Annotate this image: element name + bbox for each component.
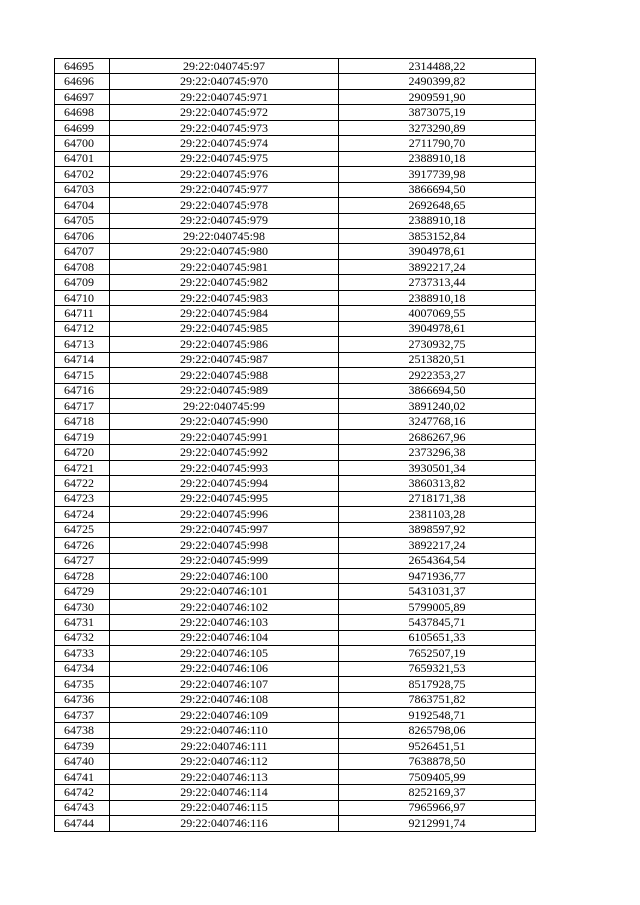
- table-row: [55, 337, 536, 352]
- table-row: [55, 630, 536, 645]
- row-number-cell: 64697: [55, 89, 110, 104]
- row-number-cell: 64702: [55, 167, 110, 182]
- row-number-cell: 64730: [55, 599, 110, 614]
- cadastral-value-cell: 4007069,55: [339, 306, 536, 321]
- table-row: [55, 290, 536, 305]
- cadastral-value-cell: 2909591,90: [339, 89, 536, 104]
- cadastral-value-cell: 9192548,71: [339, 708, 536, 723]
- cadastral-value-cell: 2490399,82: [339, 74, 536, 89]
- cadastral-number-cell: 29:22:040745:982: [110, 275, 339, 290]
- row-number-cell: 64714: [55, 352, 110, 367]
- table-row: [55, 182, 536, 197]
- row-number-cell: 64711: [55, 306, 110, 321]
- row-number-cell: 64728: [55, 568, 110, 583]
- cadastral-value-cell: 3930501,34: [339, 460, 536, 475]
- cadastral-number-cell: 29:22:040745:977: [110, 182, 339, 197]
- cadastral-number-cell: 29:22:040745:993: [110, 460, 339, 475]
- cadastral-value-cell: 7965966,97: [339, 800, 536, 815]
- row-number-cell: 64733: [55, 646, 110, 661]
- table-row: [55, 429, 536, 444]
- table-row: [55, 352, 536, 367]
- table-row: [55, 445, 536, 460]
- cadastral-value-cell: 3853152,84: [339, 228, 536, 243]
- cadastral-number-cell: 29:22:040745:998: [110, 538, 339, 553]
- table-row: [55, 754, 536, 769]
- row-number-cell: 64740: [55, 754, 110, 769]
- cadastral-number-cell: 29:22:040745:991: [110, 429, 339, 444]
- table-row: [55, 321, 536, 336]
- cadastral-value-cell: 2373296,38: [339, 445, 536, 460]
- cadastral-value-cell: 3892217,24: [339, 259, 536, 274]
- row-number-cell: 64741: [55, 769, 110, 784]
- cadastral-number-cell: 29:22:040745:980: [110, 244, 339, 259]
- row-number-cell: 64717: [55, 398, 110, 413]
- cadastral-value-cell: 5431031,37: [339, 584, 536, 599]
- cadastral-number-cell: 29:22:040746:105: [110, 646, 339, 661]
- row-number-cell: 64709: [55, 275, 110, 290]
- cadastral-number-cell: 29:22:040746:102: [110, 599, 339, 614]
- table-row: [55, 368, 536, 383]
- cadastral-value-cell: 7509405,99: [339, 769, 536, 784]
- table-row: [55, 105, 536, 120]
- table-row: [55, 74, 536, 89]
- cadastral-value-cell: 2314488,22: [339, 59, 536, 74]
- row-number-cell: 64734: [55, 661, 110, 676]
- cadastral-number-cell: 29:22:040746:116: [110, 816, 339, 831]
- cadastral-value-cell: 2686267,96: [339, 429, 536, 444]
- cadastral-value-cell: 3898597,92: [339, 522, 536, 537]
- row-number-cell: 64744: [55, 816, 110, 831]
- cadastral-number-cell: 29:22:040745:978: [110, 198, 339, 213]
- cadastral-value-cell: 3866694,50: [339, 383, 536, 398]
- table-row: [55, 120, 536, 135]
- table-row: [55, 228, 536, 243]
- row-number-cell: 64725: [55, 522, 110, 537]
- cadastral-number-cell: 29:22:040745:990: [110, 414, 339, 429]
- cadastral-number-cell: 29:22:040745:994: [110, 476, 339, 491]
- cadastral-number-cell: 29:22:040745:997: [110, 522, 339, 537]
- table-row: [55, 816, 536, 831]
- table-row: [55, 738, 536, 753]
- table-row: [55, 491, 536, 506]
- table-row: [55, 167, 536, 182]
- cadastral-value-cell: 2692648,65: [339, 198, 536, 213]
- cadastral-value-cell: 2922353,27: [339, 368, 536, 383]
- row-number-cell: 64739: [55, 738, 110, 753]
- row-number-cell: 64716: [55, 383, 110, 398]
- cadastral-number-cell: 29:22:040745:989: [110, 383, 339, 398]
- cadastral-value-cell: 8265798,06: [339, 723, 536, 738]
- row-number-cell: 64721: [55, 460, 110, 475]
- cadastral-value-cell: 7652507,19: [339, 646, 536, 661]
- row-number-cell: 64710: [55, 290, 110, 305]
- row-number-cell: 64715: [55, 368, 110, 383]
- cadastral-number-cell: 29:22:040746:107: [110, 677, 339, 692]
- table-row: [55, 568, 536, 583]
- table-row: [55, 507, 536, 522]
- document-page: [54, 58, 536, 832]
- cadastral-number-cell: 29:22:040745:984: [110, 306, 339, 321]
- table-row: [55, 708, 536, 723]
- cadastral-value-cell: 3860313,82: [339, 476, 536, 491]
- row-number-cell: 64698: [55, 105, 110, 120]
- table-row: [55, 661, 536, 676]
- row-number-cell: 64727: [55, 553, 110, 568]
- cadastral-number-cell: 29:22:040745:974: [110, 136, 339, 151]
- row-number-cell: 64736: [55, 692, 110, 707]
- cadastral-number-cell: 29:22:040745:979: [110, 213, 339, 228]
- cadastral-number-cell: 29:22:040745:98: [110, 228, 339, 243]
- cadastral-value-cell: 2654364,54: [339, 553, 536, 568]
- cadastral-number-cell: 29:22:040746:111: [110, 738, 339, 753]
- cadastral-number-cell: 29:22:040746:101: [110, 584, 339, 599]
- cadastral-value-cell: 2388910,18: [339, 151, 536, 166]
- table-row: [55, 89, 536, 104]
- cadastral-value-cell: 3273290,89: [339, 120, 536, 135]
- cadastral-number-cell: 29:22:040745:999: [110, 553, 339, 568]
- cadastral-value-cell: 3866694,50: [339, 182, 536, 197]
- cadastral-value-cell: 2737313,44: [339, 275, 536, 290]
- table-row: [55, 136, 536, 151]
- row-number-cell: 64719: [55, 429, 110, 444]
- table-body: [55, 59, 536, 832]
- table-row: [55, 677, 536, 692]
- cadastral-number-cell: 29:22:040746:110: [110, 723, 339, 738]
- cadastral-number-cell: 29:22:040745:972: [110, 105, 339, 120]
- table-row: [55, 460, 536, 475]
- cadastral-value-cell: 3891240,02: [339, 398, 536, 413]
- row-number-cell: 64699: [55, 120, 110, 135]
- row-number-cell: 64742: [55, 785, 110, 800]
- cadastral-value-cell: 2388910,18: [339, 213, 536, 228]
- table-row: [55, 522, 536, 537]
- row-number-cell: 64707: [55, 244, 110, 259]
- table-row: [55, 476, 536, 491]
- cadastral-value-table: [54, 58, 536, 832]
- table-row: [55, 398, 536, 413]
- cadastral-number-cell: 29:22:040745:992: [110, 445, 339, 460]
- cadastral-number-cell: 29:22:040746:114: [110, 785, 339, 800]
- cadastral-value-cell: 3904978,61: [339, 321, 536, 336]
- table-row: [55, 306, 536, 321]
- row-number-cell: 64701: [55, 151, 110, 166]
- cadastral-value-cell: 9526451,51: [339, 738, 536, 753]
- cadastral-number-cell: 29:22:040745:995: [110, 491, 339, 506]
- cadastral-value-cell: 8252169,37: [339, 785, 536, 800]
- table-row: [55, 615, 536, 630]
- row-number-cell: 64712: [55, 321, 110, 336]
- cadastral-number-cell: 29:22:040745:970: [110, 74, 339, 89]
- row-number-cell: 64704: [55, 198, 110, 213]
- table-row: [55, 213, 536, 228]
- cadastral-number-cell: 29:22:040745:987: [110, 352, 339, 367]
- cadastral-value-cell: 5799005,89: [339, 599, 536, 614]
- cadastral-value-cell: 3917739,98: [339, 167, 536, 182]
- cadastral-number-cell: 29:22:040745:971: [110, 89, 339, 104]
- table-row: [55, 692, 536, 707]
- row-number-cell: 64743: [55, 800, 110, 815]
- cadastral-number-cell: 29:22:040745:996: [110, 507, 339, 522]
- table-row: [55, 414, 536, 429]
- row-number-cell: 64718: [55, 414, 110, 429]
- row-number-cell: 64723: [55, 491, 110, 506]
- cadastral-value-cell: 5437845,71: [339, 615, 536, 630]
- cadastral-number-cell: 29:22:040745:97: [110, 59, 339, 74]
- table-row: [55, 259, 536, 274]
- cadastral-number-cell: 29:22:040746:108: [110, 692, 339, 707]
- row-number-cell: 64729: [55, 584, 110, 599]
- cadastral-value-cell: 8517928,75: [339, 677, 536, 692]
- table-row: [55, 538, 536, 553]
- table-row: [55, 553, 536, 568]
- row-number-cell: 64724: [55, 507, 110, 522]
- table-row: [55, 599, 536, 614]
- table-row: [55, 383, 536, 398]
- row-number-cell: 64722: [55, 476, 110, 491]
- table-row: [55, 198, 536, 213]
- table-row: [55, 769, 536, 784]
- row-number-cell: 64703: [55, 182, 110, 197]
- cadastral-number-cell: 29:22:040746:115: [110, 800, 339, 815]
- cadastral-value-cell: 7863751,82: [339, 692, 536, 707]
- cadastral-value-cell: 3873075,19: [339, 105, 536, 120]
- cadastral-number-cell: 29:22:040746:112: [110, 754, 339, 769]
- row-number-cell: 64713: [55, 337, 110, 352]
- cadastral-value-cell: 2730932,75: [339, 337, 536, 352]
- row-number-cell: 64696: [55, 74, 110, 89]
- cadastral-value-cell: 2388910,18: [339, 290, 536, 305]
- row-number-cell: 64708: [55, 259, 110, 274]
- cadastral-value-cell: 3247768,16: [339, 414, 536, 429]
- row-number-cell: 64695: [55, 59, 110, 74]
- cadastral-number-cell: 29:22:040745:976: [110, 167, 339, 182]
- cadastral-number-cell: 29:22:040746:100: [110, 568, 339, 583]
- table-row: [55, 584, 536, 599]
- cadastral-value-cell: 9471936,77: [339, 568, 536, 583]
- table-row: [55, 244, 536, 259]
- row-number-cell: 64731: [55, 615, 110, 630]
- table-row: [55, 59, 536, 74]
- cadastral-number-cell: 29:22:040745:983: [110, 290, 339, 305]
- cadastral-value-cell: 2711790,70: [339, 136, 536, 151]
- cadastral-number-cell: 29:22:040745:99: [110, 398, 339, 413]
- cadastral-number-cell: 29:22:040745:975: [110, 151, 339, 166]
- cadastral-number-cell: 29:22:040746:104: [110, 630, 339, 645]
- table-row: [55, 800, 536, 815]
- cadastral-number-cell: 29:22:040746:109: [110, 708, 339, 723]
- row-number-cell: 64737: [55, 708, 110, 723]
- cadastral-number-cell: 29:22:040745:986: [110, 337, 339, 352]
- cadastral-value-cell: 2718171,38: [339, 491, 536, 506]
- cadastral-number-cell: 29:22:040746:113: [110, 769, 339, 784]
- cadastral-value-cell: 3904978,61: [339, 244, 536, 259]
- cadastral-number-cell: 29:22:040745:981: [110, 259, 339, 274]
- row-number-cell: 64706: [55, 228, 110, 243]
- cadastral-number-cell: 29:22:040746:106: [110, 661, 339, 676]
- cadastral-number-cell: 29:22:040745:985: [110, 321, 339, 336]
- cadastral-value-cell: 2513820,51: [339, 352, 536, 367]
- row-number-cell: 64732: [55, 630, 110, 645]
- table-row: [55, 723, 536, 738]
- table-row: [55, 151, 536, 166]
- cadastral-value-cell: 7659321,53: [339, 661, 536, 676]
- row-number-cell: 64705: [55, 213, 110, 228]
- table-row: [55, 785, 536, 800]
- row-number-cell: 64735: [55, 677, 110, 692]
- row-number-cell: 64726: [55, 538, 110, 553]
- row-number-cell: 64700: [55, 136, 110, 151]
- cadastral-number-cell: 29:22:040746:103: [110, 615, 339, 630]
- cadastral-value-cell: 2381103,28: [339, 507, 536, 522]
- row-number-cell: 64720: [55, 445, 110, 460]
- cadastral-value-cell: 6105651,33: [339, 630, 536, 645]
- cadastral-value-cell: 7638878,50: [339, 754, 536, 769]
- row-number-cell: 64738: [55, 723, 110, 738]
- cadastral-number-cell: 29:22:040745:973: [110, 120, 339, 135]
- cadastral-value-cell: 9212991,74: [339, 816, 536, 831]
- cadastral-number-cell: 29:22:040745:988: [110, 368, 339, 383]
- table-row: [55, 646, 536, 661]
- table-row: [55, 275, 536, 290]
- cadastral-value-cell: 3892217,24: [339, 538, 536, 553]
